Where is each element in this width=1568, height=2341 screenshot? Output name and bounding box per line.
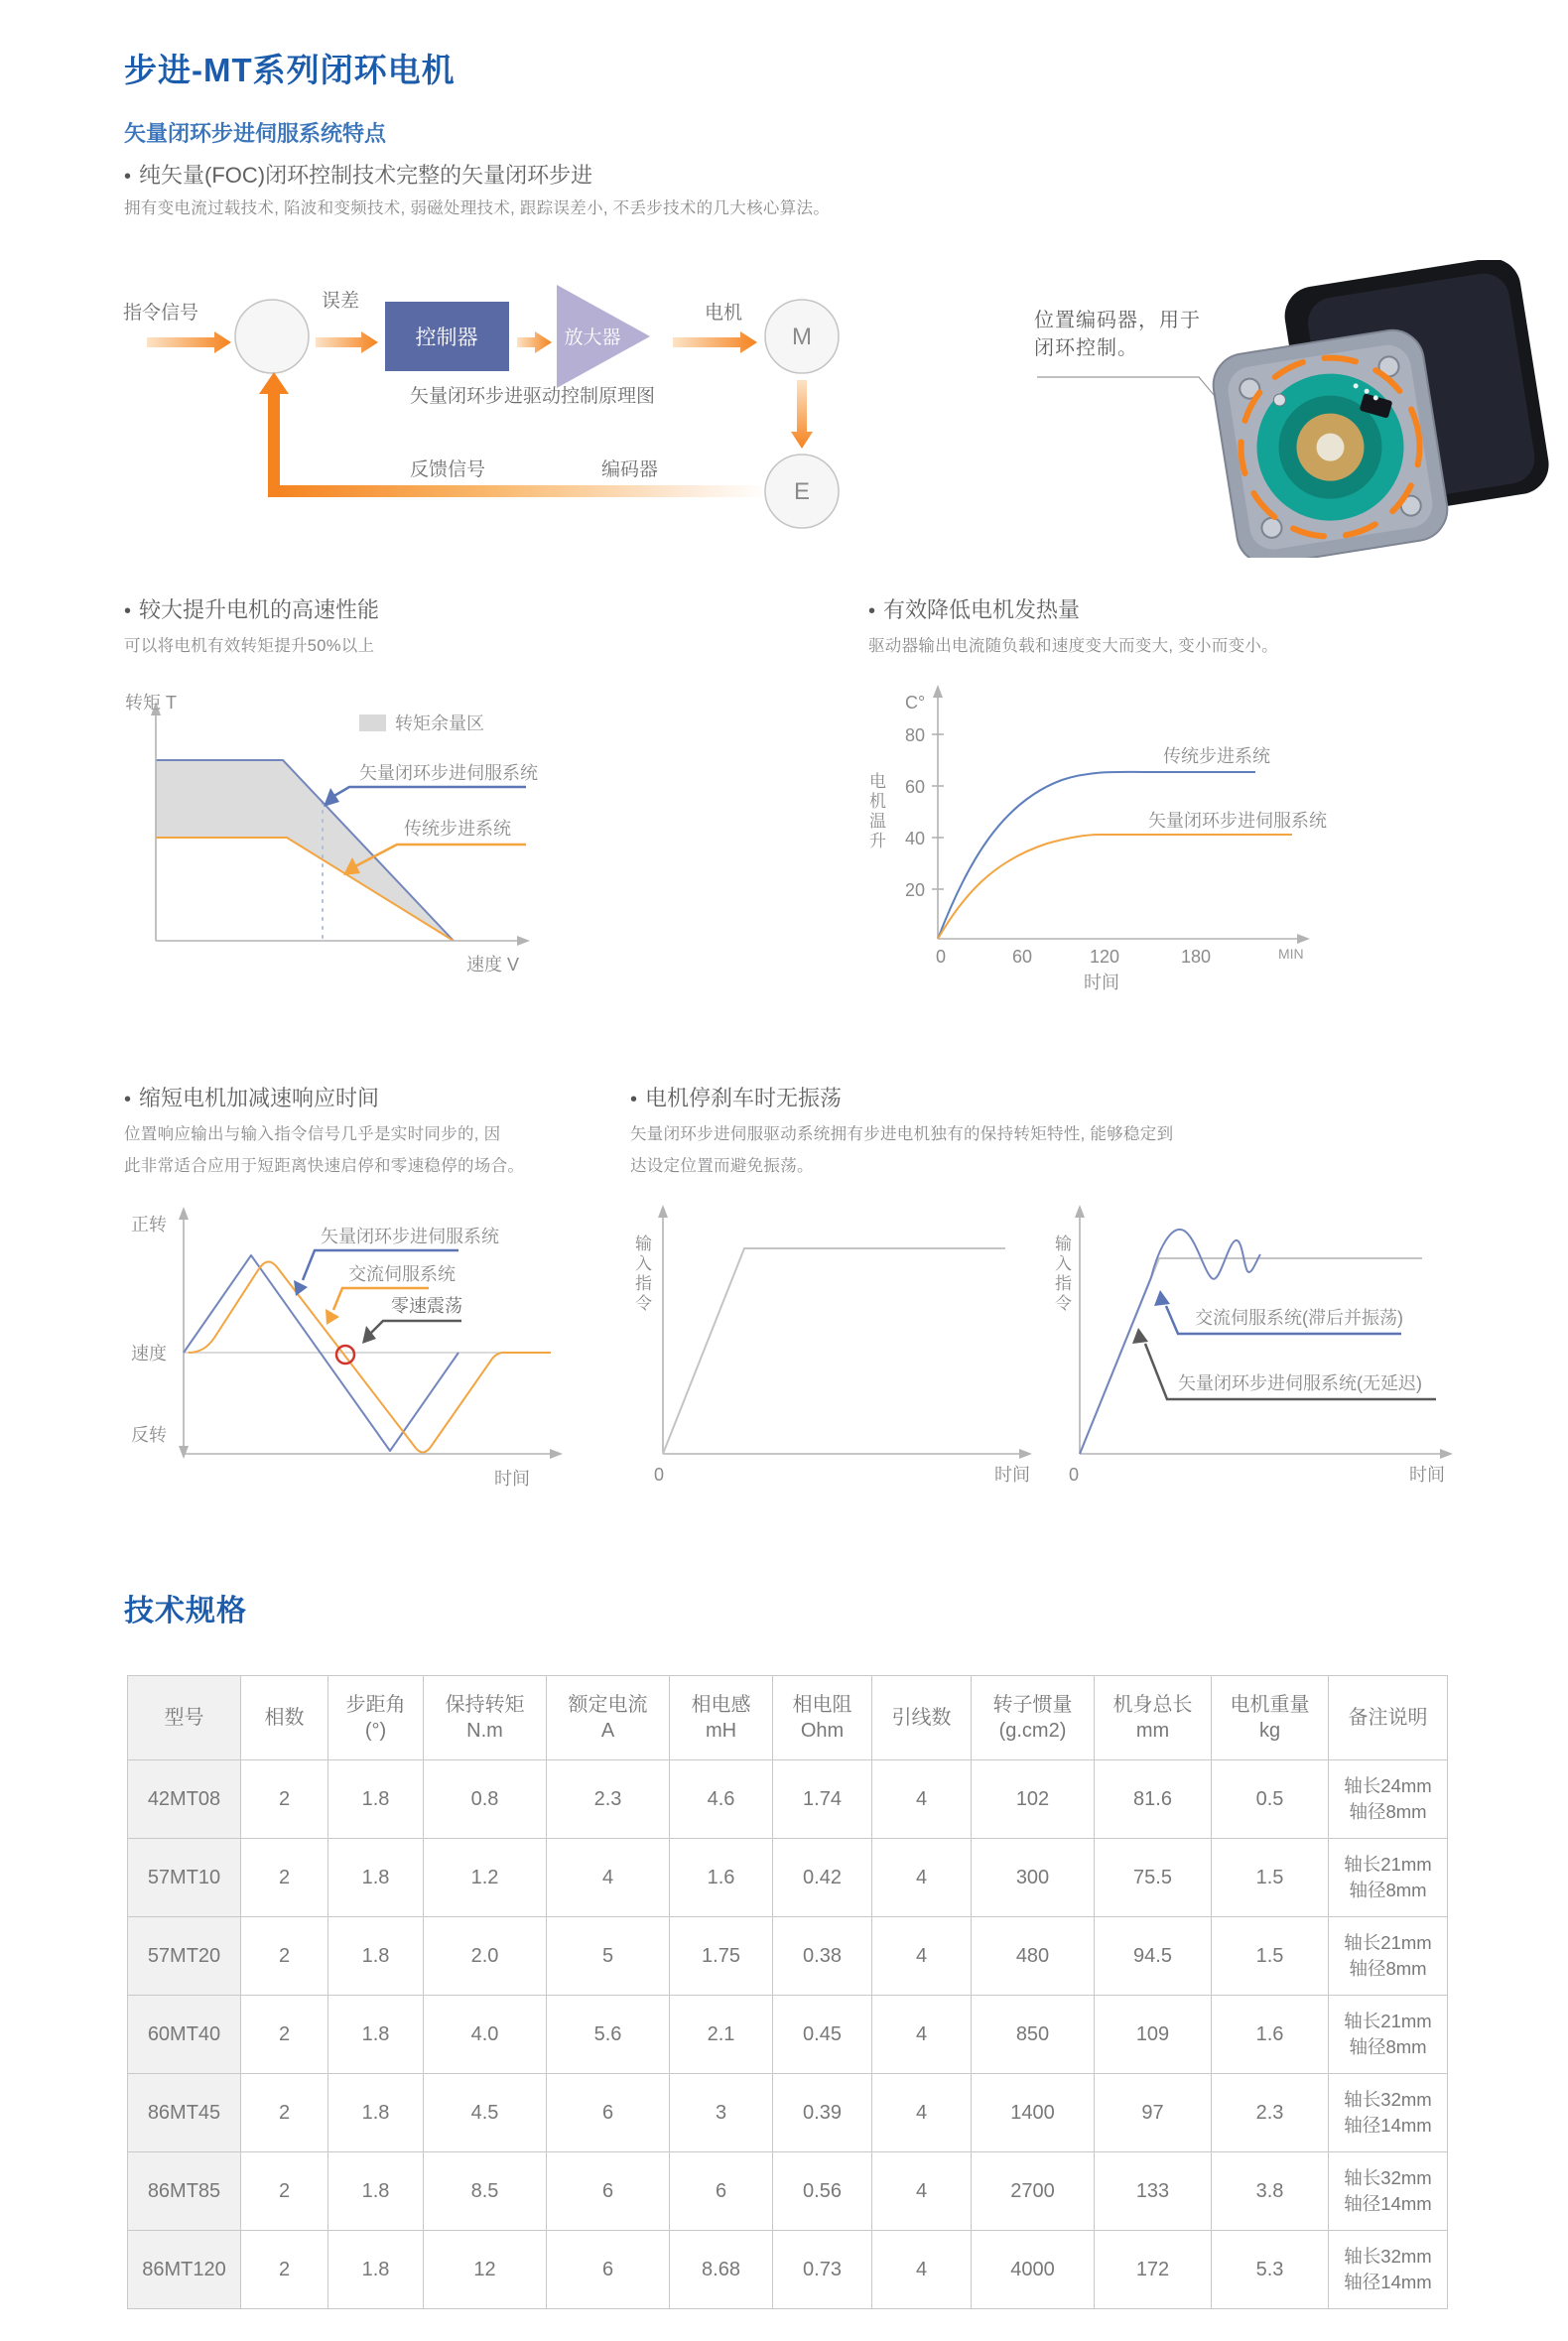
feature-brake-desc1: 矢量闭环步进伺服驱动系统拥有步进电机独有的保持转矩特性, 能够稳定到 bbox=[630, 1125, 1174, 1143]
spec-value-cell: 2.3 bbox=[547, 1760, 670, 1839]
spec-value-cell: 4.6 bbox=[670, 1760, 773, 1839]
spec-model-cell: 86MT120 bbox=[128, 2231, 241, 2309]
time-axis-label: 时间 bbox=[1084, 973, 1119, 992]
command-ramp bbox=[663, 1248, 1005, 1454]
spec-value-cell: 6 bbox=[547, 2231, 670, 2309]
spec-value-cell: 2 bbox=[241, 2231, 328, 2309]
spec-value-cell: 480 bbox=[972, 1917, 1095, 1996]
spec-value-cell: 12 bbox=[424, 2231, 547, 2309]
arrow-head-icon bbox=[1154, 1290, 1170, 1306]
spec-value-cell: 2700 bbox=[972, 2152, 1095, 2231]
spec-model-cell: 42MT08 bbox=[128, 1760, 241, 1839]
spec-remark-cell: 轴长32mm 轴径14mm bbox=[1329, 2231, 1448, 2309]
input-command-label: 输入指令 bbox=[1052, 1235, 1071, 1314]
xtick: 180 bbox=[1180, 947, 1212, 967]
speed-axis-label: 速度 V bbox=[466, 955, 520, 975]
motor-photo bbox=[1176, 260, 1568, 558]
spec-value-cell: 0.39 bbox=[773, 2074, 872, 2152]
spec-value-cell: 0.38 bbox=[773, 1917, 872, 1996]
spec-value-cell: 1.75 bbox=[670, 1917, 773, 1996]
encoder-circle-letter: E bbox=[793, 478, 811, 505]
closed-loop-temp-curve bbox=[938, 835, 1292, 939]
spec-value-cell: 0.56 bbox=[773, 2152, 872, 2231]
arrow-amp-motor bbox=[673, 331, 757, 353]
step-response-chart bbox=[1044, 1203, 1515, 1500]
feedback-line bbox=[274, 485, 762, 497]
feature-foc-title: • 纯矢量(FOC)闭环控制技术完整的矢量闭环步进 bbox=[124, 163, 593, 188]
arrow-head-icon bbox=[326, 1309, 339, 1325]
error-label: 误差 bbox=[322, 291, 360, 312]
encoder-callout-line1: 位置编码器，用于 bbox=[1034, 310, 1201, 331]
spec-value-cell: 0.45 bbox=[773, 1996, 872, 2074]
input-signal-label: 指令信号 bbox=[123, 303, 199, 324]
min-unit-label: MIN bbox=[1278, 946, 1304, 962]
encoder-label: 编码器 bbox=[601, 459, 659, 480]
spec-value-cell: 2 bbox=[241, 1917, 328, 1996]
spec-value-cell: 4 bbox=[872, 1839, 972, 1917]
spec-value-cell: 2 bbox=[241, 1839, 328, 1917]
spec-value-cell: 109 bbox=[1095, 1996, 1212, 2074]
spec-col-header: 备注说明 bbox=[1329, 1676, 1448, 1760]
ac-servo-response-curve bbox=[1080, 1230, 1260, 1454]
page-title: 步进-MT系列闭环电机 bbox=[124, 52, 456, 88]
feature-brake-title: • 电机停刹车时无振荡 bbox=[630, 1086, 843, 1110]
origin-label: 0 bbox=[1068, 1465, 1080, 1485]
spec-value-cell: 6 bbox=[547, 2074, 670, 2152]
spec-value-cell: 75.5 bbox=[1095, 1839, 1212, 1917]
input-command-chart bbox=[623, 1203, 1040, 1500]
legend-label: 转矩余量区 bbox=[395, 714, 484, 733]
traditional-temp-label: 传统步进系统 bbox=[1163, 746, 1270, 766]
diagram-caption: 矢量闭环步进驱动控制原理图 bbox=[410, 386, 656, 407]
motor-temp-rise-label: 电机温升 bbox=[866, 772, 885, 851]
spec-value-cell: 172 bbox=[1095, 2231, 1212, 2309]
traditional-label: 传统步进系统 bbox=[404, 819, 511, 839]
time-axis-label: 时间 bbox=[494, 1469, 530, 1489]
arrow-error bbox=[316, 331, 378, 353]
xtick: 0 bbox=[935, 947, 947, 967]
feature-heat-title: • 有效降低电机发热量 bbox=[868, 597, 1081, 622]
closed-loop-label: 矢量闭环步进伺服系统 bbox=[359, 763, 538, 783]
spec-value-cell: 1.8 bbox=[328, 1996, 424, 2074]
spec-model-cell: 86MT85 bbox=[128, 2152, 241, 2231]
spec-value-cell: 0.42 bbox=[773, 1839, 872, 1917]
bullet-icon: • bbox=[124, 1089, 132, 1110]
spec-value-cell: 2 bbox=[241, 1996, 328, 2074]
spec-col-header: 型号 bbox=[128, 1676, 241, 1760]
torque-axis-label: 转矩 T bbox=[125, 693, 177, 713]
specs-body bbox=[128, 1760, 1448, 2309]
arrow-controller-amp bbox=[517, 331, 552, 353]
feature-brake-desc2: 达设定位置而避免振荡。 bbox=[630, 1157, 814, 1175]
reverse-label: 反转 bbox=[131, 1425, 167, 1445]
spec-row bbox=[128, 1917, 1448, 1996]
spec-value-cell: 8.5 bbox=[424, 2152, 547, 2231]
spec-value-cell: 2 bbox=[241, 2074, 328, 2152]
spec-value-cell: 1.8 bbox=[328, 1760, 424, 1839]
feature-response-title: • 缩短电机加减速响应时间 bbox=[124, 1086, 380, 1110]
ytick: 40 bbox=[904, 829, 925, 848]
ytick: 80 bbox=[904, 725, 925, 745]
spec-row bbox=[128, 2074, 1448, 2152]
torque-speed-chart bbox=[99, 685, 576, 987]
closed-loop-wave-label: 矢量闭环步进伺服系统 bbox=[321, 1227, 499, 1246]
spec-value-cell: 4 bbox=[872, 2074, 972, 2152]
feature-heat-desc: 驱动器输出电流随负载和速度变大而变大, 变小而变小。 bbox=[868, 637, 1278, 655]
spec-row bbox=[128, 1996, 1448, 2074]
spec-value-cell: 1.8 bbox=[328, 1839, 424, 1917]
spec-value-cell: 4 bbox=[872, 2231, 972, 2309]
spec-remark-cell: 轴长21mm 轴径8mm bbox=[1329, 1839, 1448, 1917]
spec-col-header: 额定电流 A bbox=[547, 1676, 670, 1760]
input-command-label: 输入指令 bbox=[632, 1235, 651, 1314]
forward-label: 正转 bbox=[131, 1215, 167, 1235]
spec-value-cell: 6 bbox=[547, 2152, 670, 2231]
spec-value-cell: 5.3 bbox=[1212, 2231, 1329, 2309]
xtick: 120 bbox=[1089, 947, 1120, 967]
feature-speed-title: • 较大提升电机的高速性能 bbox=[124, 597, 380, 622]
spec-value-cell: 1.8 bbox=[328, 2152, 424, 2231]
feature-response-desc1: 位置响应输出与输入指令信号几乎是实时同步的, 因 bbox=[124, 1125, 501, 1143]
spec-value-cell: 850 bbox=[972, 1996, 1095, 2074]
spec-value-cell: 1.2 bbox=[424, 1839, 547, 1917]
spec-row bbox=[128, 2231, 1448, 2309]
specs-header-row bbox=[128, 1676, 1448, 1760]
spec-value-cell: 1.8 bbox=[328, 2074, 424, 2152]
spec-value-cell: 1.74 bbox=[773, 1760, 872, 1839]
bullet-icon: • bbox=[630, 1089, 638, 1110]
specs-table bbox=[127, 1675, 1448, 2309]
bullet-icon: • bbox=[124, 166, 132, 188]
spec-value-cell: 2.3 bbox=[1212, 2074, 1329, 2152]
spec-value-cell: 0.5 bbox=[1212, 1760, 1329, 1839]
spec-col-header: 相数 bbox=[241, 1676, 328, 1760]
zero-oscillation-marker bbox=[336, 1346, 354, 1364]
closed-loop-leader bbox=[332, 787, 526, 797]
temperature-chart bbox=[853, 683, 1330, 995]
feature-speed-desc: 可以将电机有效转矩提升50%以上 bbox=[124, 637, 375, 655]
feature-foc-desc: 拥有变电流过载技术, 陷波和变频技术, 弱磁处理技术, 跟踪误差小, 不丢步技术的几大核心算法。 bbox=[124, 199, 831, 217]
legend-swatch bbox=[359, 715, 386, 731]
origin-label: 0 bbox=[653, 1465, 665, 1485]
spec-col-header: 电机重量 kg bbox=[1212, 1676, 1329, 1760]
spec-value-cell: 4000 bbox=[972, 2231, 1095, 2309]
spec-row bbox=[128, 2152, 1448, 2231]
spec-value-cell: 3.8 bbox=[1212, 2152, 1329, 2231]
spec-value-cell: 1.5 bbox=[1212, 1917, 1329, 1996]
spec-value-cell: 4 bbox=[872, 1996, 972, 2074]
feedback-label: 反馈信号 bbox=[410, 459, 486, 480]
spec-model-cell: 60MT40 bbox=[128, 1996, 241, 2074]
arrow-motor-encoder bbox=[791, 380, 813, 449]
spec-value-cell: 133 bbox=[1095, 2152, 1212, 2231]
arrow-head-icon bbox=[294, 1280, 308, 1296]
spec-value-cell: 3 bbox=[670, 2074, 773, 2152]
encoder-callout-line2: 闭环控制。 bbox=[1034, 337, 1138, 359]
spec-value-cell: 4 bbox=[872, 2152, 972, 2231]
spec-remark-cell: 轴长32mm 轴径14mm bbox=[1329, 2152, 1448, 2231]
controller-label: 控制器 bbox=[415, 326, 478, 349]
spec-value-cell: 5.6 bbox=[547, 1996, 670, 2074]
spec-value-cell: 8.68 bbox=[670, 2231, 773, 2309]
time-axis-label: 时间 bbox=[1409, 1465, 1445, 1485]
spec-model-cell: 57MT10 bbox=[128, 1839, 241, 1917]
temp-unit-label: C° bbox=[905, 693, 926, 713]
section-subtitle: 矢量闭环步进伺服系统特点 bbox=[124, 121, 387, 146]
spec-value-cell: 300 bbox=[972, 1839, 1095, 1917]
spec-col-header: 相电感 mH bbox=[670, 1676, 773, 1760]
ac-servo-response-label: 交流伺服系统(滞后并振荡) bbox=[1195, 1308, 1403, 1328]
spec-col-header: 引线数 bbox=[872, 1676, 972, 1760]
closed-loop-temp-label: 矢量闭环步进伺服系统 bbox=[1148, 811, 1327, 831]
spec-value-cell: 2 bbox=[241, 2152, 328, 2231]
spec-value-cell: 81.6 bbox=[1095, 1760, 1212, 1839]
spec-value-cell: 1400 bbox=[972, 2074, 1095, 2152]
reference-ramp bbox=[1080, 1258, 1422, 1454]
spec-value-cell: 1.5 bbox=[1212, 1839, 1329, 1917]
spec-value-cell: 4.0 bbox=[424, 1996, 547, 2074]
spec-row bbox=[128, 1839, 1448, 1917]
arrow-head-icon bbox=[324, 788, 339, 807]
motor-circle-letter: M bbox=[792, 324, 812, 350]
zero-osc-label: 零速震荡 bbox=[391, 1296, 462, 1316]
spec-remark-cell: 轴长32mm 轴径14mm bbox=[1329, 2074, 1448, 2152]
closed-loop-response-label: 矢量闭环步进伺服系统(无延迟) bbox=[1178, 1373, 1422, 1393]
speed-label: 速度 bbox=[131, 1344, 167, 1364]
summing-junction bbox=[235, 300, 309, 373]
spec-row bbox=[128, 1760, 1448, 1839]
spec-value-cell: 5 bbox=[547, 1917, 670, 1996]
arrow-head-icon bbox=[1132, 1328, 1148, 1344]
spec-value-cell: 4.5 bbox=[424, 2074, 547, 2152]
amplifier-label: 放大器 bbox=[564, 327, 621, 348]
spec-value-cell: 4 bbox=[547, 1839, 670, 1917]
spec-value-cell: 2.0 bbox=[424, 1917, 547, 1996]
spec-col-header: 步距角 (°) bbox=[328, 1676, 424, 1760]
xtick: 60 bbox=[1011, 947, 1033, 967]
spec-model-cell: 86MT45 bbox=[128, 2074, 241, 2152]
feature-response-desc2: 此非常适合应用于短距离快速启停和零速稳停的场合。 bbox=[124, 1157, 525, 1175]
spec-value-cell: 2 bbox=[241, 1760, 328, 1839]
spec-value-cell: 1.8 bbox=[328, 2231, 424, 2309]
ytick: 60 bbox=[904, 777, 925, 797]
spec-value-cell: 1.6 bbox=[670, 1839, 773, 1917]
specs-heading: 技术规格 bbox=[124, 1595, 247, 1627]
spec-col-header: 保持转矩 N.m bbox=[424, 1676, 547, 1760]
spec-value-cell: 1.6 bbox=[1212, 1996, 1329, 2074]
leader-line bbox=[371, 1321, 461, 1333]
spec-value-cell: 4 bbox=[872, 1760, 972, 1839]
traditional-temp-curve bbox=[938, 772, 1255, 939]
bullet-icon: • bbox=[868, 600, 876, 622]
spec-remark-cell: 轴长24mm 轴径8mm bbox=[1329, 1760, 1448, 1839]
spec-value-cell: 2.1 bbox=[670, 1996, 773, 2074]
arrow-input bbox=[147, 331, 231, 353]
spec-value-cell: 0.8 bbox=[424, 1760, 547, 1839]
motor-label: 电机 bbox=[705, 303, 743, 324]
spec-remark-cell: 轴长21mm 轴径8mm bbox=[1329, 1917, 1448, 1996]
spec-value-cell: 97 bbox=[1095, 2074, 1212, 2152]
feedback-arrow-up bbox=[259, 372, 289, 497]
traditional-curve bbox=[156, 838, 454, 941]
bullet-icon: • bbox=[124, 600, 132, 622]
spec-model-cell: 57MT20 bbox=[128, 1917, 241, 1996]
spec-value-cell: 94.5 bbox=[1095, 1917, 1212, 1996]
ac-servo-wave-label: 交流伺服系统 bbox=[348, 1264, 456, 1284]
spec-remark-cell: 轴长21mm 轴径8mm bbox=[1329, 1996, 1448, 2074]
spec-value-cell: 102 bbox=[972, 1760, 1095, 1839]
spec-value-cell: 0.73 bbox=[773, 2231, 872, 2309]
speed-response-chart bbox=[117, 1203, 569, 1500]
spec-value-cell: 1.8 bbox=[328, 1917, 424, 1996]
control-loop-diagram bbox=[117, 253, 881, 561]
spec-value-cell: 4 bbox=[872, 1917, 972, 1996]
spec-value-cell: 6 bbox=[670, 2152, 773, 2231]
spec-col-header: 相电阻 Ohm bbox=[773, 1676, 872, 1760]
time-axis-label: 时间 bbox=[994, 1465, 1030, 1485]
spec-col-header: 机身总长 mm bbox=[1095, 1676, 1212, 1760]
ytick: 20 bbox=[904, 880, 925, 900]
spec-col-header: 转子惯量 (g.cm2) bbox=[972, 1676, 1095, 1760]
